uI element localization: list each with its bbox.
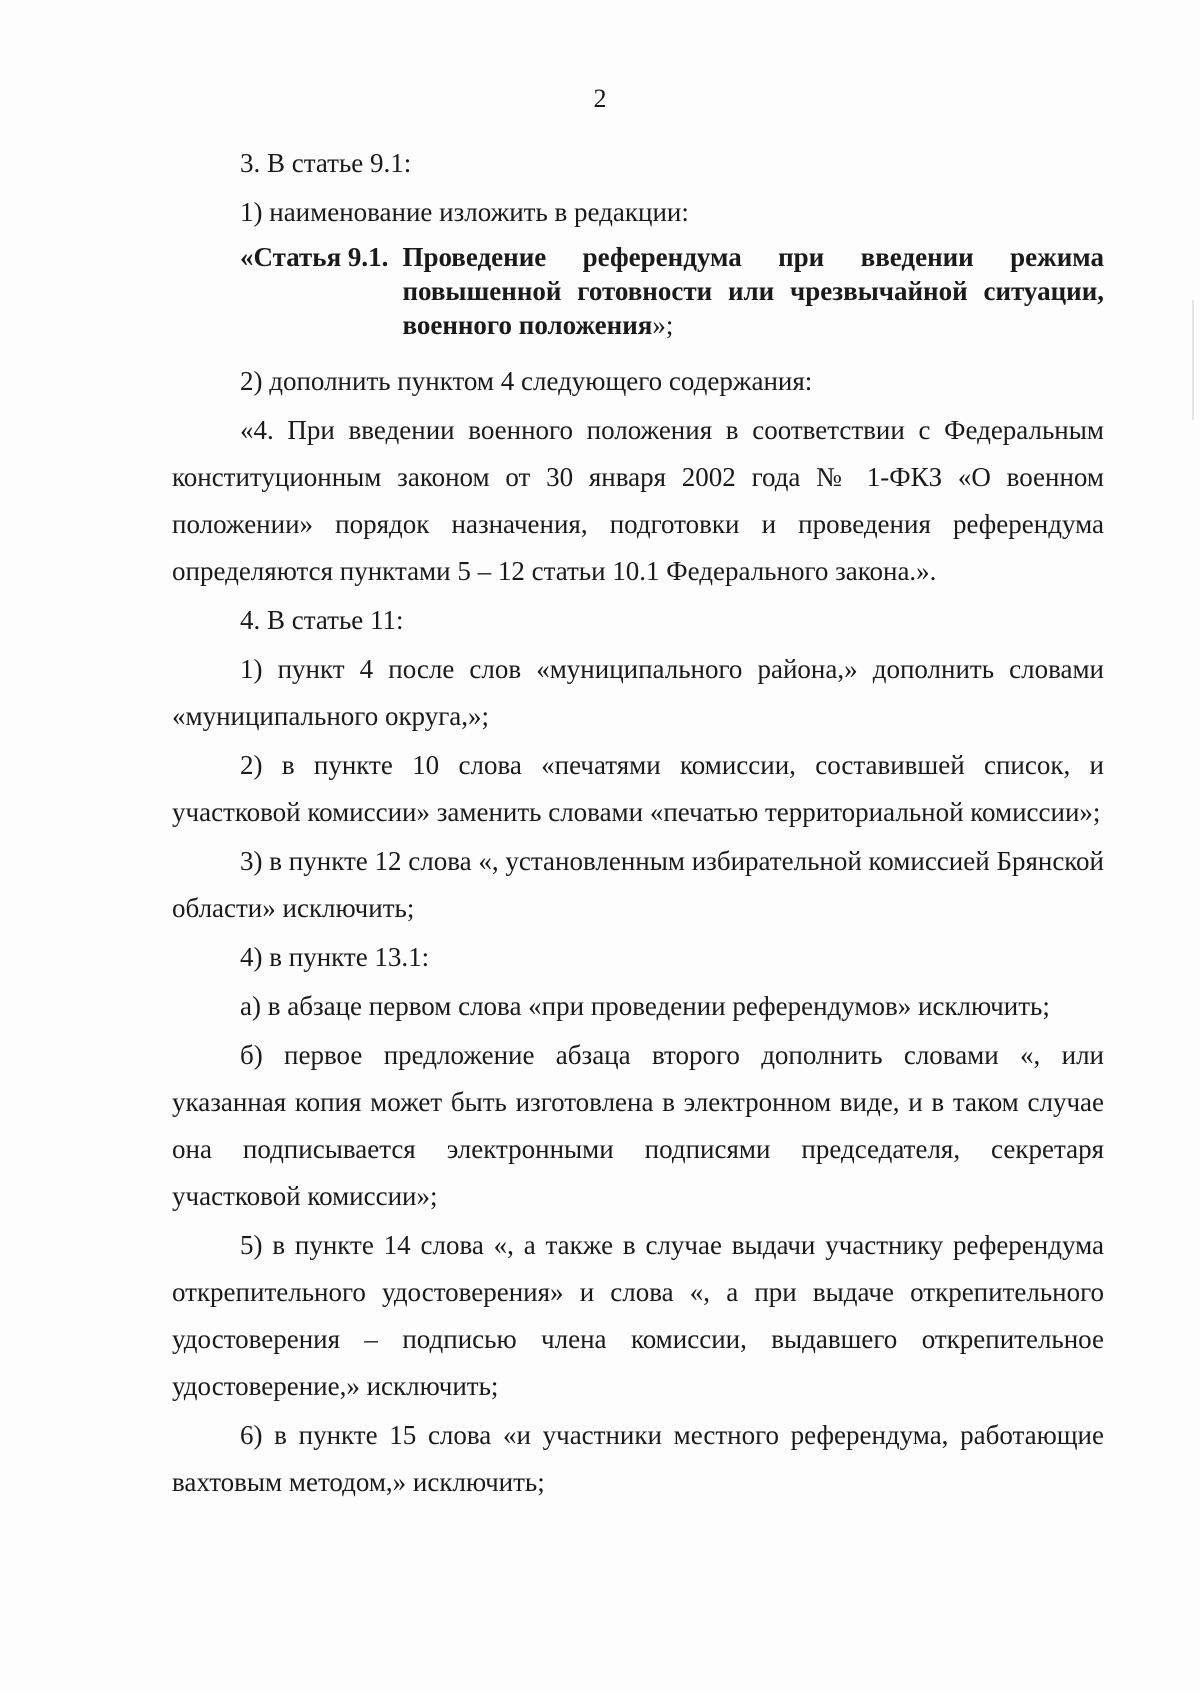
paragraph-item-6: 6) в пункте 15 слова «и участники местного референдума, работающие вахтовым методом,» исключить; [172,1420,1104,1497]
paragraph-item-1: 1) пункт 4 после слов «муниципального района,» дополнить словами «муниципального округа,»; [172,654,1104,731]
paragraph-item-3: 3) в пункте 12 слова «, установленным избирательной комиссией Брянской области» исключить; [172,846,1104,923]
article-title-tail: »; [652,310,674,340]
paragraph-rename-instruction: 1) наименование изложить в редакции: [240,197,689,227]
paragraph-item-5: 5) в пункте 14 слова «, а также в случае выдачи участнику референдума открепительного удостоверения» и слова «, а при выдаче открепительного удостоверения – подписью члена комиссии, выдавшего открепительное удостоверение,» исключить; [172,1230,1104,1401]
scan-artifact [1192,300,1194,420]
paragraph-item-4a: а) в абзаце первом слова «при проведении референдумов» исключить; [240,991,1050,1021]
article-title-text: Проведение референдума при введении режима повышенной готовности или чрезвычайной ситуации, военного положения [402,242,1104,340]
paragraph-item-2: 2) в пункте 10 слова «печатями комиссии, составившей список, и участковой комиссии» заменить словами «печатью территориальной комиссии»; [172,750,1104,827]
document-body [172,140,1104,1508]
article-title-body [402,240,1104,342]
paragraph-add-point-4: 2) дополнить пунктом 4 следующего содержания: [240,366,813,396]
paragraph-point-4-text: «4. При введении военного положения в соответствии с Федеральным конституционным законом от 30 января 2002 года № 1-ФКЗ «О военном положении» порядок назначения, подготовки и проведения референдума определяются пунктами 5 – 12 статьи 10.1 Федерального закона.». [172,415,1104,586]
paragraph-article-11-intro: 4. В статье 11: [240,605,404,635]
article-title-block [172,240,1104,342]
paragraph-item-4b: б) первое предложение абзаца второго дополнить словами «, или указанная копия может быть изготовлена в электронном виде, и в таком случае она подписывается электронными подписями председателя, секретаря участковой комиссии»; [172,1040,1104,1211]
paragraph-item-4: 4) в пункте 13.1: [240,942,430,972]
page-number: 2 [593,84,607,113]
paragraph-article-9-1-intro: 3. В статье 9.1: [240,148,412,178]
article-title-head: «Статья 9.1. [240,242,389,272]
